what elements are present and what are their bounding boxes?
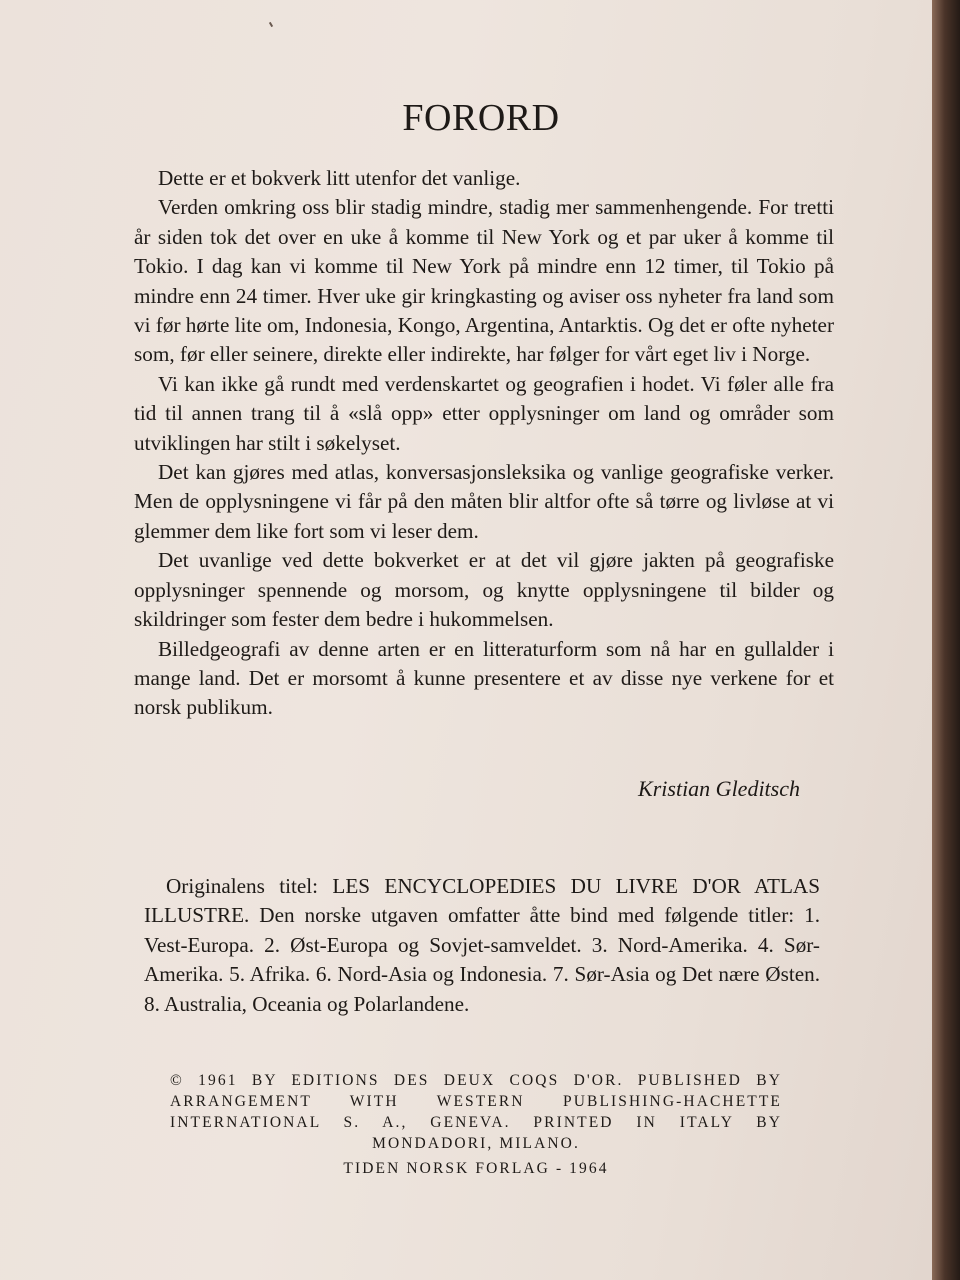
preface-paragraph: Det uvanlige ved dette bokverket er at det vil gjøre jakten på geografiske opplysninger spennende og morsom, og knytte opplysningene til bilder og skildringer som fester dem bedre i hukommelsen. [134, 548, 834, 632]
paper-speck [269, 22, 273, 27]
original-title-note: Originalens titel: LES ENCYCLOPEDIES DU LIVRE D'OR ATLAS ILLUSTRE. Den norske utgaven omfatter åtte bind med følgende titler: 1. Vest-Europa. 2. Øst-Europa og Sovjet-samveldet. 3. Nord-Amerika. 4. Sør-Amerika. 5. Afrika. 6. Nord-Asia og Indonesia. 7. Sør-Asia og Det nære Østen. 8. Australia, Oceania og Polarlandene. [144, 874, 820, 1016]
author-signature: Kristian Gleditsch [638, 776, 800, 801]
copyright-notice: © 1961 BY EDITIONS DES DEUX COQS D'OR. PUBLISHED BY ARRANGEMENT WITH WESTERN PUBLISHING-HACHETTE INTERNATIONAL S. A., GENEVA. PRINTED IN ITALY BY MONDADORI, MILANO. [170, 1072, 782, 1152]
page-title: FORORD [402, 97, 560, 139]
preface-paragraph: Verden omkring oss blir stadig mindre, stadig mer sammenhengende. For tretti år siden tok det over en uke å komme til New York og et par uker å komme til Tokio. I dag kan vi komme til New York på mindre enn 12 timer, til Tokio på mindre enn 24 timer. Hver uke gir kringkasting og aviser oss nyheter fra land som vi før hørte lite om, Indonesia, Kongo, Argentina, Antarktis. Og det er ofte nyheter som, før eller seinere, direkte eller indirekte, har følger for vårt eget liv i Norge. [134, 195, 834, 367]
preface-body [134, 164, 834, 723]
page-edge-shadow [932, 0, 960, 1280]
preface-paragraph: Vi kan ikke gå rundt med verdenskartet og geografien i hodet. Vi føler alle fra tid til annen trang til å «slå opp» etter opplysninger om land og områder som utviklingen har stilt i søkelyset. [134, 371, 834, 455]
publisher-line: TIDEN NORSK FORLAG - 1964 [343, 1160, 609, 1177]
preface-paragraph: Dette er et bokverk litt utenfor det vanlige. [158, 166, 521, 190]
preface-paragraph: Det kan gjøres med atlas, konversasjonsleksika og vanlige geografiske verker. Men de opplysningene vi får på den måten blir altfor ofte så tørre og livløse at vi glemmer dem like fort som vi leser dem. [134, 460, 834, 543]
preface-paragraph: Billedgeografi av denne arten er en litteraturform som nå har en gullalder i mange land. Det er morsomt å kunne presentere et av disse nye verkene for et norsk publikum. [134, 636, 834, 720]
